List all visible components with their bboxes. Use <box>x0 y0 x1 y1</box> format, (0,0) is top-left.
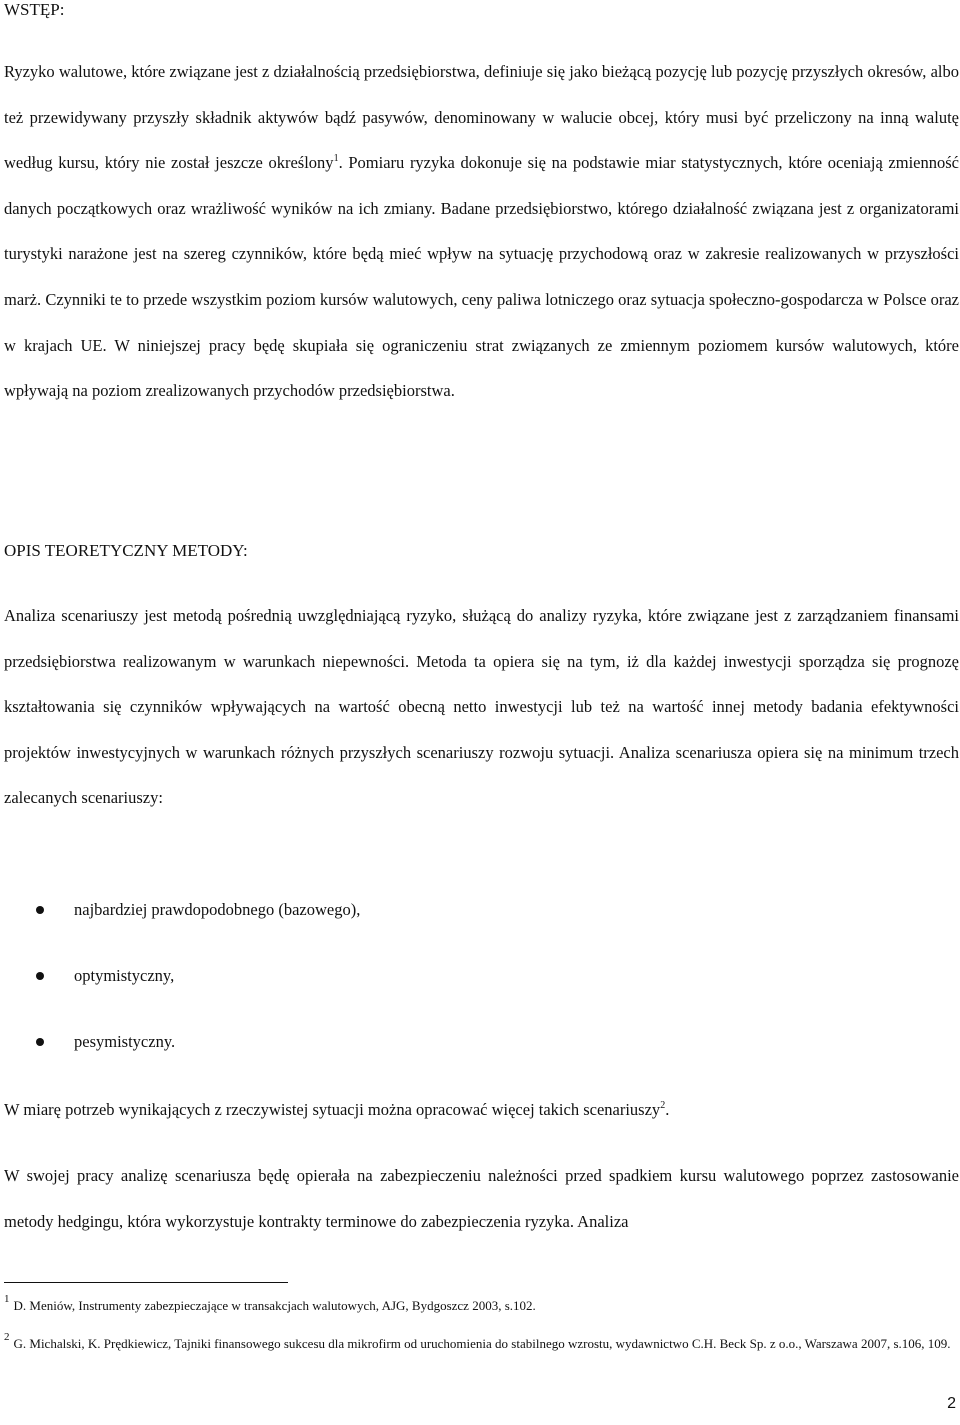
list-item <box>0 1019 960 1085</box>
final-paragraph: W swojej pracy analizę scenariusza będę opierała na zabezpieczeniu należności przed spadkiem kursu walutowego poprzez zastosowanie metody hedgingu, która wykorzystuje kontrakty terminowe do zabezpieczenia ryzyka. Analiza <box>4 1166 959 1231</box>
footnote-ref-2[interactable]: 2 <box>660 1100 666 1111</box>
bullet-icon <box>36 1038 44 1046</box>
section-heading-wstep: WSTĘP: <box>4 0 65 19</box>
list-item <box>0 953 960 1019</box>
bullet-icon <box>36 906 44 914</box>
intro-text-part-1: Ryzyko walutowe, które związane jest z działalnością przedsiębiorstwa, definiuje się jako bieżącą pozycję lub pozycję przyszłych okresów, albo też przewidywany przyszły składnik aktywów bądź pasywów, denominowany w walucie obcej, który musi być przeliczony na inną walutę według kursu, który nie został jeszcze określony <box>4 62 959 173</box>
list-item-text: optymistyczny, <box>74 966 175 985</box>
closing-text: W miarę potrzeb wynikających z rzeczywistej sytuacji można opracować więcej takich scenariuszy <box>4 1100 661 1119</box>
scenario-list <box>0 887 960 1085</box>
method-paragraph: Analiza scenariuszy jest metodą pośrednią uwzględniającą ryzyko, służącą do analizy ryzyka, które związane jest z zarządzaniem finansami przedsiębiorstwa realizowanym w warunkach niepewności. Metoda ta opiera się na tym, iż dla każdej inwestycji sporządza się prognozę kształtowania się czynników wpływających na wartość obecną netto inwestycji lub też na wartość innej metody badania efektywności projektów inwestycyjnych w warunkach różnych przyszłych scenariuszy rozwoju sytuacji. Analiza scenariusza opiera się na minimum trzech zalecanych scenariuszy: <box>4 606 959 808</box>
footnote-number: 1 <box>4 1293 10 1305</box>
page-number: 2 <box>947 1395 956 1412</box>
list-item-text: najbardziej prawdopodobnego (bazowego), <box>74 900 361 919</box>
intro-text-part-2: . Pomiaru ryzyka dokonuje się na podstawie miar statystycznych, które oceniają zmienność danych początkowych oraz wrażliwość wyników na ich zmiany. Badane przedsiębiorstwo, którego działalność związana jest z organizatorami turystyki narażone jest na szereg czynników, które będą mieć wpływ na sytuację przychodową oraz w zakresie realizowanych w przyszłości marż. Czynniki te to przede wszystkim poziom kursów walutowych, ceny paliwa lotniczego oraz sytuacja społeczno-gospodarcza w Polsce oraz w krajach UE. W niniejszej pracy będę skupiała się ograniczeniu strat związanych ze zmiennym poziomem kursów walutowych, które wpływają na poziom zrealizowanych przychodów przedsiębiorstwa. <box>4 153 959 401</box>
footnote-text: D. Meniów, Instrumenty zabezpieczające w transakcjach walutowych, AJG, Bydgoszcz 2003, s.102. <box>13 1298 536 1313</box>
footnote-ref-1[interactable]: 1 <box>333 153 339 165</box>
footnote-2 <box>4 1331 954 1354</box>
section-heading-method: OPIS TEORETYCZNY METODY: <box>4 541 248 560</box>
footnote-separator <box>4 1282 288 1283</box>
footnote-1 <box>4 1293 954 1316</box>
footnote-text: G. Michalski, K. Prędkiewicz, Tajniki finansowego sukcesu dla mikrofirm od uruchomienia do stabilnego wzrostu, wydawnictwo C.H. Beck Sp. z o.o., Warszawa 2007, s.106, 109. <box>13 1336 951 1351</box>
closing-end: . <box>665 1100 670 1119</box>
bullet-icon <box>36 972 44 980</box>
list-item <box>0 887 960 953</box>
list-item-text: pesymistyczny. <box>74 1032 176 1051</box>
closing-sentence <box>4 1087 959 1133</box>
footnote-number: 2 <box>4 1331 10 1343</box>
intro-paragraph <box>4 49 959 414</box>
